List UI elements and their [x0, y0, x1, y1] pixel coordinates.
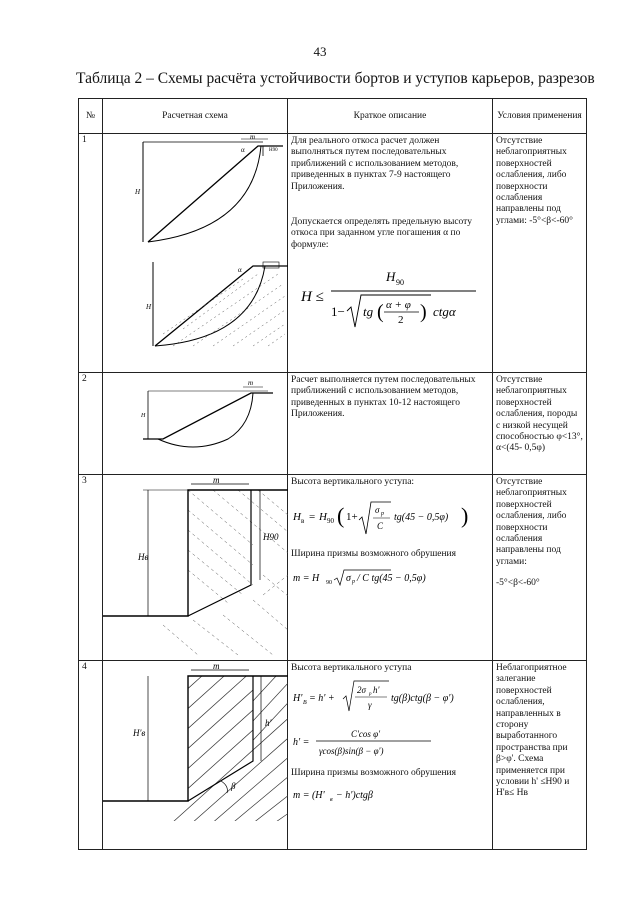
scheme-3-Hv-label: Hв [138, 552, 149, 562]
row-3-description-2: Ширина призмы возможного обрушения [291, 548, 457, 559]
row-3-formula-1 [291, 492, 489, 546]
row-4-formula-2 [291, 725, 489, 765]
row-3-description: Высота вертикального уступа: [291, 477, 415, 487]
formula-render [291, 784, 481, 804]
header-description: Краткое описание [288, 99, 493, 134]
row-number: 1 [79, 134, 103, 373]
table-row [79, 134, 587, 373]
svg-text:α + φ: α + φ [386, 299, 411, 312]
header-row [79, 99, 587, 134]
svg-text:в: в [330, 796, 333, 803]
formula-render [291, 725, 481, 761]
svg-text:h': h' [373, 685, 380, 696]
scheme-2-diagram [103, 373, 288, 469]
row-4-description: Высота вертикального уступа [291, 663, 412, 673]
svg-text:tg(45 − 0,5φ): tg(45 − 0,5φ) [394, 512, 449, 524]
formula-render [291, 566, 481, 588]
svg-text:C: C [377, 521, 384, 532]
formula-render [291, 677, 481, 717]
scheme-3-m-label: m [213, 475, 220, 485]
row-4-description-2: Ширина призмы возможного обрушения [291, 768, 457, 779]
svg-text:): ) [420, 301, 427, 324]
svg-text:90: 90 [396, 278, 404, 288]
scheme-1-alpha-label-2: α [238, 266, 242, 274]
svg-text:m = (H': m = (H' [293, 789, 325, 801]
svg-text:в: в [301, 517, 305, 526]
svg-text:H ≤: H ≤ [301, 289, 324, 306]
scheme-2-m-label: m [248, 379, 254, 387]
scheme-1-H-label-bottom: H [146, 303, 152, 311]
conditions-cell: Неблагоприятное залегание поверхностей ослабления, направленных в сторону выработанного пространства при β>φ'. Схема применяется при условии h' ≤H90 и H'в≤ Hв [493, 661, 587, 850]
svg-text:C'cos φ': C'cos φ' [351, 728, 381, 739]
scheme-3-diagram [103, 475, 288, 655]
description-cell: Расчет выполняется путем последовательных приближений с использованием методов, приведенных в пунктах 10-12 настоящего Приложения. [288, 373, 493, 475]
row-3-conditions: Отсутствие неблагоприятных поверхностей ослабления, либо поверхности ослабления направлены под углами: [496, 477, 567, 567]
row-4-formula-3 [291, 784, 489, 808]
svg-text:γ: γ [368, 700, 372, 711]
row-1-formula [291, 261, 489, 335]
svg-text:h' =: h' = [293, 736, 310, 748]
svg-text:ctgα: ctgα [433, 304, 456, 320]
header-num: № [79, 99, 103, 134]
header-conditions: Условия применения [493, 99, 587, 134]
svg-text:/ C tg(45 − 0,5φ): / C tg(45 − 0,5φ) [357, 573, 426, 585]
svg-text:2: 2 [398, 314, 404, 327]
scheme-cell [103, 475, 288, 661]
svg-text:p: p [369, 692, 372, 698]
table-title: Таблица 2 – Схемы расчёта устойчивости бортов и уступов карьеров, разрезов [76, 70, 595, 87]
svg-text:H': H' [293, 693, 303, 705]
row-4-formula-1 [291, 677, 489, 721]
description-cell [288, 134, 493, 373]
conditions-cell: Отсутствие неблагоприятных поверхностей ослабления, породы с низкой несущей способностью φ<13°, α<(45- 0,5φ) [493, 373, 587, 475]
svg-text:tg(β)ctg(β − φ'): tg(β)ctg(β − φ') [391, 693, 454, 705]
row-number: 3 [79, 475, 103, 661]
row-number: 2 [79, 373, 103, 475]
svg-text:H: H [293, 511, 301, 524]
svg-text:H: H [386, 269, 396, 285]
row-1-description-2: Допускается определять предельную высоту откоса при заданном угле погашения α по формуле: [291, 217, 472, 250]
scheme-1-H-label-top: H [135, 188, 141, 196]
svg-text:γcos(β)sin(β − φ'): γcos(β)sin(β − φ') [319, 745, 384, 756]
scheme-1-h90-label: H90 [269, 148, 278, 153]
row-number: 4 [79, 661, 103, 850]
svg-text:= h' +: = h' + [309, 693, 335, 705]
svg-text:− h')ctgβ: − h')ctgβ [336, 789, 373, 801]
conditions-cell [493, 475, 587, 661]
scheme-4-m-label: m [213, 661, 220, 671]
svg-text:p: p [352, 579, 355, 586]
svg-text:90: 90 [327, 517, 334, 526]
table-row [79, 661, 587, 850]
svg-text:σ: σ [375, 505, 380, 516]
scheme-2-H-label: H [141, 413, 146, 419]
description-cell [288, 475, 493, 661]
scheme-cell [103, 373, 288, 475]
scheme-1-diagram [103, 134, 288, 367]
scheme-1-alpha-label: α [241, 146, 245, 154]
header-scheme: Расчетная схема [103, 99, 288, 134]
formula-render [291, 492, 481, 542]
svg-text:σ: σ [346, 573, 351, 585]
row-3-formula-2 [291, 566, 489, 592]
scheme-cell [103, 134, 288, 373]
svg-text:1+: 1+ [346, 511, 358, 524]
description-cell [288, 661, 493, 850]
svg-text:90: 90 [326, 580, 332, 587]
svg-text:2σ: 2σ [357, 685, 366, 696]
row-1-description: Для реального откоса расчет должен выполняться путем последовательных приближений с использованием методов, приведенных в пунктах 7-9 настоящего Приложения. [291, 136, 459, 192]
scheme-4-Hv-label: H'в [133, 728, 146, 738]
svg-text:tg: tg [363, 304, 374, 320]
table-row [79, 373, 587, 475]
stability-table [78, 98, 587, 850]
scheme-4-h-label: h' [265, 718, 272, 728]
svg-text:B: B [303, 700, 307, 707]
conditions-cell: Отсутствие неблагоприятных поверхностей ослабления, либо поверхности ослабления направлены под углами: -5°<β<-60° [493, 134, 587, 373]
scheme-4-beta-label: β [231, 781, 236, 791]
svg-text:1−: 1− [331, 304, 345, 320]
row-3-conditions-angle: -5°<β<-60° [496, 578, 540, 589]
svg-text:H: H [319, 511, 327, 524]
scheme-1-m-label: m [250, 134, 256, 141]
page-number: 43 [313, 44, 327, 59]
svg-text:(: ( [377, 301, 384, 324]
scheme-4-diagram [103, 661, 288, 844]
table-row [79, 475, 587, 661]
scheme-3-H90-label: H90 [263, 532, 279, 542]
svg-text:=: = [309, 511, 316, 524]
svg-text:(: ( [337, 503, 345, 529]
svg-text:p: p [381, 511, 384, 518]
svg-text:m = H: m = H [293, 573, 320, 585]
svg-text:): ) [461, 503, 469, 529]
scheme-cell [103, 661, 288, 850]
formula-render [291, 261, 481, 331]
